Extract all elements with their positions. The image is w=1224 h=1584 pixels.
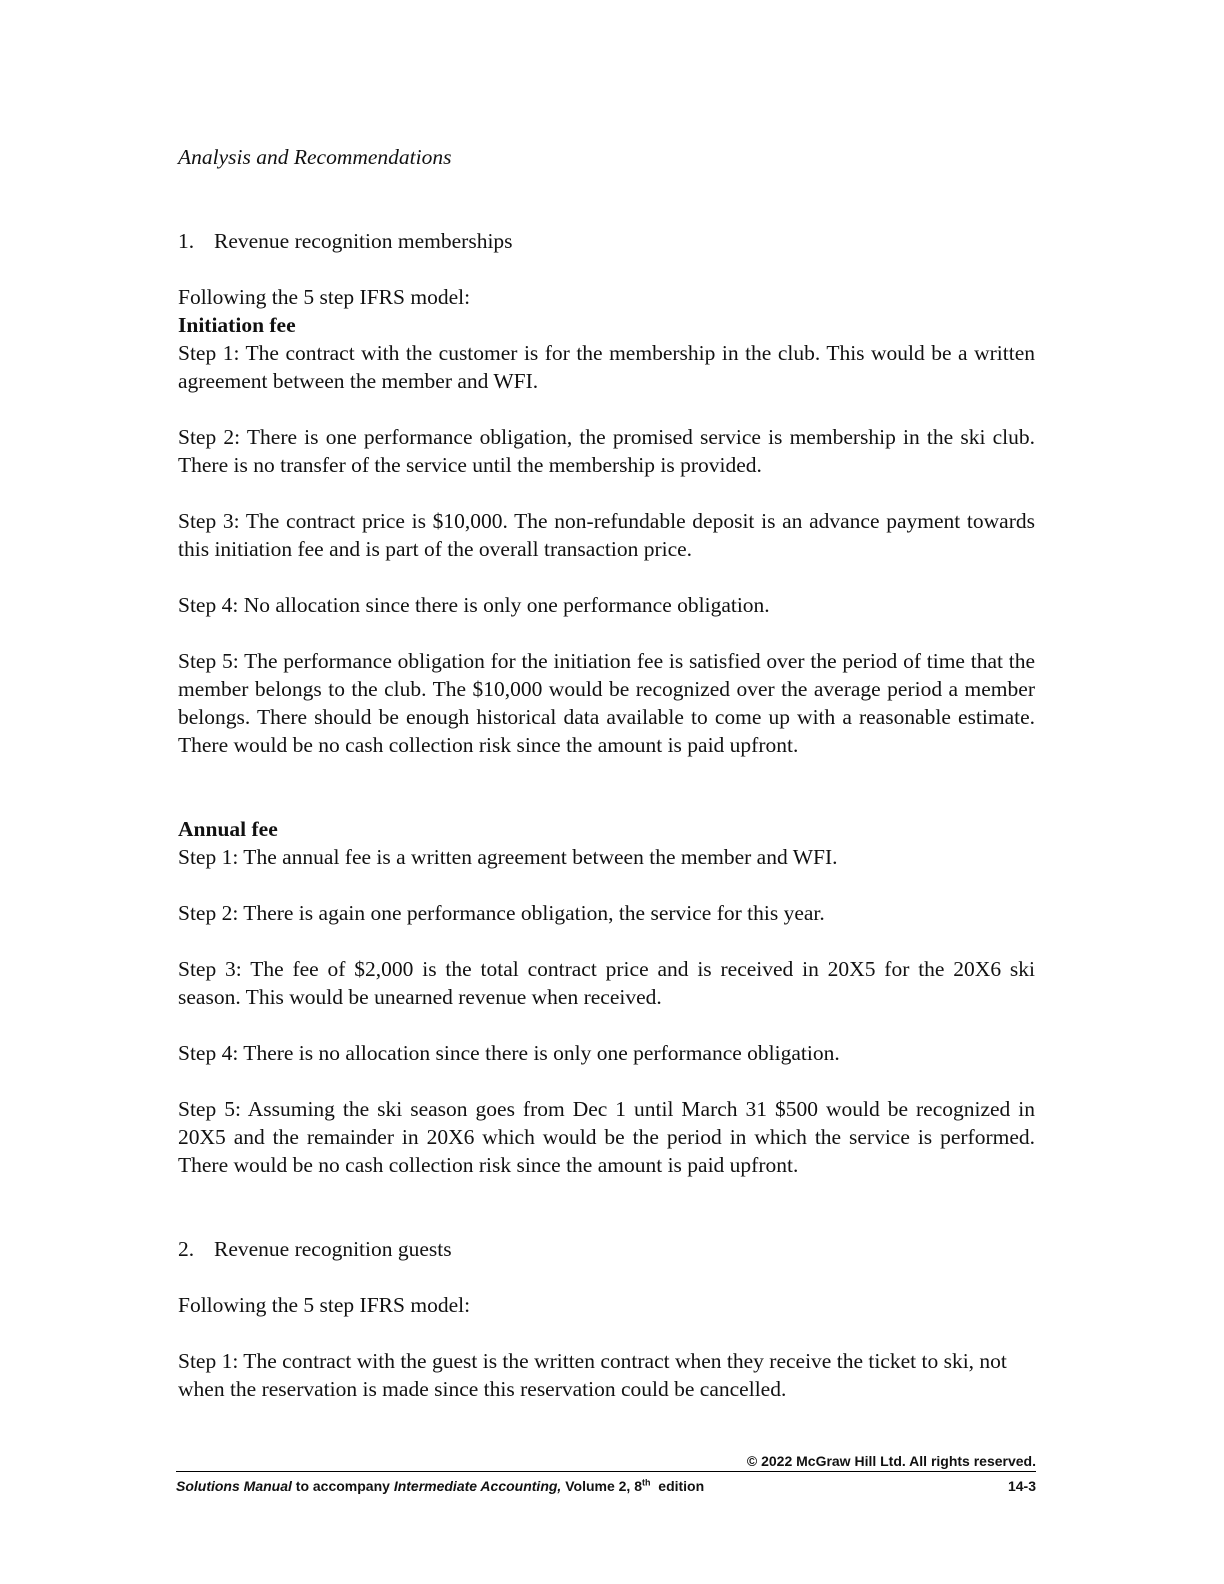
paragraph: Step 3: The contract price is $10,000. The non-refundable deposit is an advance payment towards this initiation fee and is part of the overall transaction price. [178,509,1035,561]
paragraph: Step 3: The fee of $2,000 is the total contract price and is received in 20X5 for the 20X6 ski season. This would be unearned revenue when received. [178,957,1035,1009]
section-title: Analysis and Recommendations [178,145,452,169]
subheading-annual-fee: Annual fee [178,817,278,841]
list-number: 1. [178,229,195,253]
list-item-heading [178,227,1035,255]
list-number: 2. [178,1237,195,1261]
paragraph: Step 4: No allocation since there is only one performance obligation. [178,593,770,617]
edition-text: edition [650,1478,705,1494]
paragraph: Step 5: The performance obligation for the initiation fee is satisfied over the period of time that the member belongs to the club. The $10,000 would be recognized over the average period a member belongs. There should be enough historical data available to come up with a reasonable estimate. There would be no cash collection risk since the amount is paid upfront. [178,649,1035,757]
footer-citation [176,1478,1036,1494]
edition-suffix: th [642,1477,651,1488]
paragraph: Step 2: There is again one performance obligation, the service for this year. [178,901,825,925]
list-item-heading [178,1235,1035,1263]
book-title: Intermediate Accounting, [393,1478,562,1494]
model-intro: Following the 5 step IFRS model: [178,1293,471,1317]
manual-title: Solutions Manual [176,1478,292,1494]
paragraph: Step 1: The annual fee is a written agreement between the member and WFI. [178,845,838,869]
accompany-text: to accompany [291,1478,394,1494]
list-title: Revenue recognition memberships [214,229,513,253]
paragraph: Step 5: Assuming the ski season goes from Dec 1 until March 31 $500 would be recognized in 20X5 and the remainder in 20X6 which would be the period in which the service is performed. There would be no cash collection risk since the amount is paid upfront. [178,1097,1035,1177]
copyright-notice: © 2022 McGraw Hill Ltd. All rights reserved. [746,1453,1036,1469]
paragraph: Step 4: There is no allocation since there is only one performance obligation. [178,1041,840,1065]
model-intro: Following the 5 step IFRS model: [178,285,471,309]
footer-divider [176,1471,1036,1472]
list-title: Revenue recognition guests [214,1237,452,1261]
subheading-initiation-fee: Initiation fee [178,313,296,337]
paragraph: Step 1: The contract with the guest is the written contract when they receive the ticket to ski, not when the reservation is made since this reservation could be cancelled. [178,1349,1007,1401]
volume-text: Volume 2, 8 [561,1478,642,1494]
paragraph: Step 2: There is one performance obligation, the promised service is membership in the ski club. There is no transfer of the service until the membership is provided. [178,425,1035,477]
page-number: 14-3 [1007,1478,1036,1494]
paragraph: Step 1: The contract with the customer is for the membership in the club. This would be a written agreement between the member and WFI. [178,341,1035,393]
